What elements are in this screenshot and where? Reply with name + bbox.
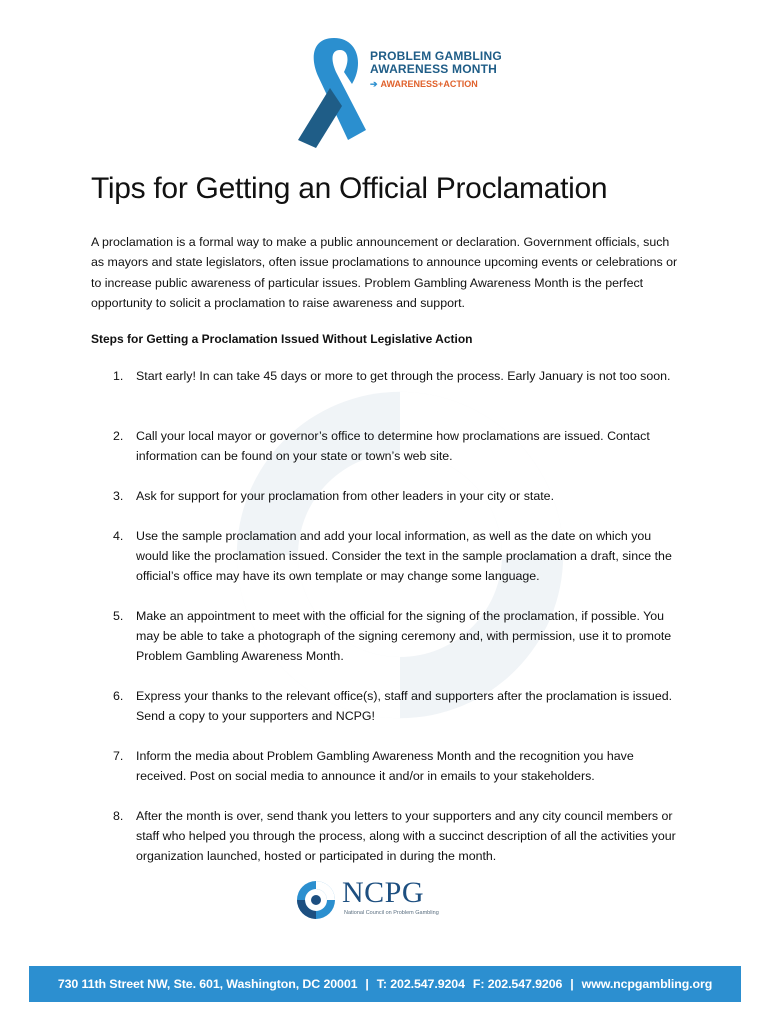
ncpg-logo-text: NCPG xyxy=(342,876,425,909)
step-text: After the month is over, send thank you letters to your supporters and any city council members or staff who helped you through the process, along with a succinct description of all the activities your organization launched, hosted or participated in during the month. xyxy=(136,809,676,864)
step-number: 4. xyxy=(113,529,124,543)
step-text: Inform the media about Problem Gambling Awareness Month and the recognition you have received. Post on social media to announce it and/or in emails to your stakeholders. xyxy=(136,749,634,784)
footer-separator: | xyxy=(365,977,369,991)
page-title: Tips for Getting an Official Proclamation xyxy=(91,172,608,205)
step-text: Make an appointment to meet with the official for the signing of the proclamation, if possible. You may be able to take a photograph of the signing ceremony and, with permission, use it to promote Problem Gambling Awareness Month. xyxy=(136,609,672,664)
step-text: Ask for support for your proclamation from other leaders in your city or state. xyxy=(136,489,555,503)
intro-paragraph: A proclamation is a formal way to make a public announcement or declaration. Government officials, such as mayors and state legislators, often issue proclamations to announce upcoming events or celebrations or to increase public awareness of particular issues. Problem Gambling Awareness Month is the perfect opportunity to solicit a proclamation to raise awareness and support. xyxy=(91,235,678,311)
logo-title-line2: AWARENESS MONTH xyxy=(370,61,498,76)
list-item xyxy=(113,366,683,386)
ncpg-logo-subtitle: National Council on Problem Gambling xyxy=(344,910,439,916)
list-item xyxy=(113,426,683,466)
step-number: 6. xyxy=(113,689,124,703)
logo-tagline-text: AWARENESS+ACTION xyxy=(380,79,478,90)
step-number: 5. xyxy=(113,609,124,623)
step-number: 7. xyxy=(113,749,124,763)
list-item xyxy=(113,486,683,506)
step-text: Use the sample proclamation and add your local information, as well as the date on which you would like the proclamation issued. Consider the text in the sample proclamation a draft, since the official’s office may have its own template or may change some language. xyxy=(136,529,672,584)
step-number: 1. xyxy=(113,369,124,383)
list-item xyxy=(113,806,683,867)
steps-heading: Steps for Getting a Proclamation Issued Without Legislative Action xyxy=(91,332,473,346)
logo-title-line1: PROBLEM GAMBLING xyxy=(370,49,502,63)
arrow-icon: ➔ xyxy=(370,79,378,90)
footer-phone: T: 202.547.9204 xyxy=(376,977,465,991)
step-text: Call your local mayor or governor’s office to determine how proclamations are issued. Contact information can be found on your state or town’s web site. xyxy=(136,429,650,464)
contact-footer-bar xyxy=(29,966,741,1002)
footer-separator: | xyxy=(570,977,574,991)
step-number: 8. xyxy=(113,809,124,823)
footer-address: 730 11th Street NW, Ste. 601, Washington, DC 20001 xyxy=(57,977,358,991)
list-item xyxy=(113,746,683,786)
footer-fax: F: 202.547.9206 xyxy=(472,977,563,991)
list-item xyxy=(113,686,683,726)
step-number: 2. xyxy=(113,429,124,443)
step-number: 3. xyxy=(113,489,124,503)
footer-website-link[interactable]: www.ncpgambling.org xyxy=(581,977,713,991)
list-item xyxy=(113,526,683,587)
step-text: Start early! In can take 45 days or more to get through the process. Early January is not too soon. xyxy=(136,369,671,383)
step-text: Express your thanks to the relevant office(s), staff and supporters after the proclamation is issued. Send a copy to your supporters and NCPG! xyxy=(136,689,673,724)
list-item xyxy=(113,606,683,667)
